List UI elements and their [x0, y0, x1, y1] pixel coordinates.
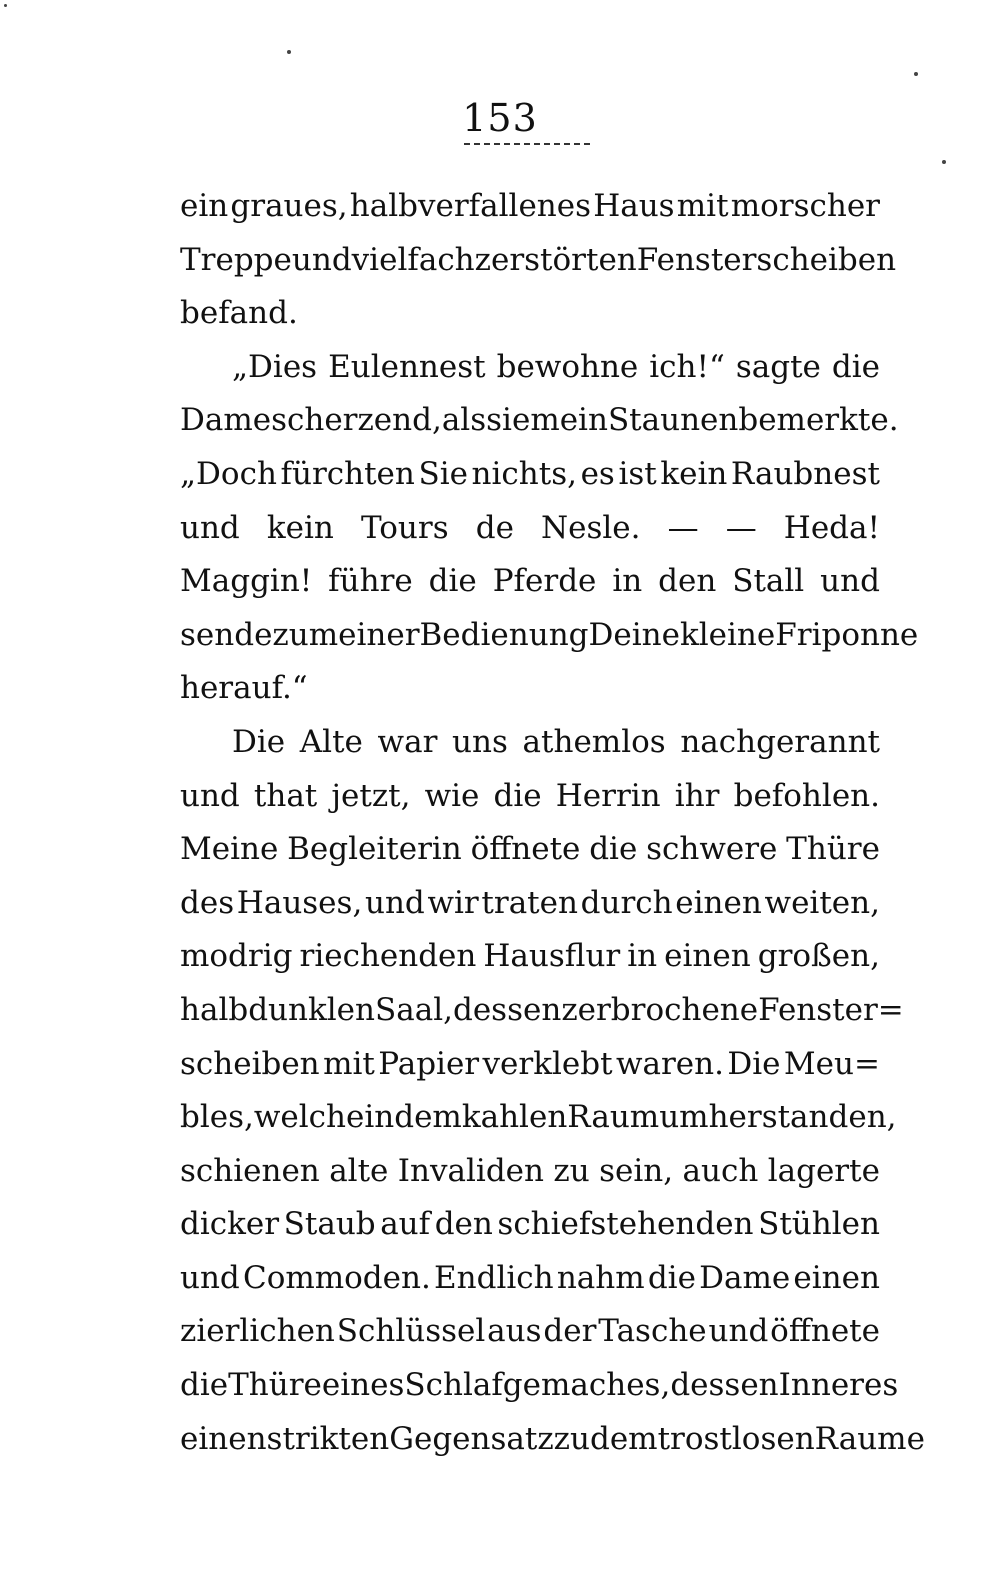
word: Meu= — [783, 1045, 880, 1082]
text-line — [180, 1145, 880, 1199]
word: Treppe — [180, 241, 292, 278]
body-text — [180, 180, 925, 1466]
word: und — [291, 241, 352, 278]
word: graues, — [230, 188, 348, 224]
word: trostlosen — [657, 1420, 815, 1457]
word: mit — [323, 1045, 375, 1082]
word: und — [180, 509, 240, 546]
text-line — [180, 555, 880, 609]
text-line — [180, 984, 904, 1038]
word: in — [364, 1099, 395, 1136]
word: und — [180, 1259, 240, 1296]
text-line — [180, 394, 899, 448]
word: wir — [427, 884, 479, 921]
print-speck — [942, 160, 946, 164]
word: sie — [486, 402, 531, 439]
word: mit — [676, 188, 729, 224]
word: und — [180, 777, 240, 814]
word: scheiben — [180, 1045, 320, 1082]
word: zu — [272, 616, 309, 653]
word: wie — [424, 777, 480, 814]
print-speck — [4, 4, 7, 7]
text-line — [180, 1413, 925, 1467]
word: befohlen. — [733, 777, 880, 814]
word: Staub — [283, 1206, 376, 1243]
word: und — [820, 563, 880, 600]
word: athemlos — [522, 723, 666, 760]
word: dessen — [670, 1367, 779, 1404]
text-line — [180, 341, 880, 395]
word: kleine — [679, 616, 776, 653]
word: — — [667, 509, 699, 546]
word: des — [180, 884, 235, 921]
word: Nesle. — [541, 509, 641, 546]
word: dem — [589, 1420, 658, 1457]
word: meiner — [308, 616, 420, 653]
word: zu — [553, 1420, 590, 1457]
word: kein — [266, 509, 334, 546]
word: es — [580, 455, 615, 492]
text-line — [180, 1252, 880, 1306]
word: ein — [180, 188, 229, 224]
word: Raubnest — [730, 455, 880, 492]
text-line — [180, 609, 919, 663]
word: de — [475, 509, 514, 546]
word: schwere — [646, 831, 778, 868]
word: Thüre — [786, 831, 880, 868]
word: kein — [660, 455, 728, 492]
text-line — [180, 1091, 897, 1145]
word: riechenden — [299, 938, 477, 975]
word: zu — [553, 1152, 590, 1189]
word: verklebt — [482, 1045, 613, 1082]
text-line — [180, 180, 880, 234]
word: als — [441, 402, 487, 439]
word: vielfach — [351, 241, 475, 278]
word: bles, — [180, 1099, 254, 1136]
word: dicker — [180, 1206, 280, 1243]
word: Sie — [418, 455, 468, 492]
word: die — [428, 563, 477, 600]
word: auf — [380, 1206, 431, 1243]
text-line — [180, 502, 880, 556]
word: dem — [394, 1099, 462, 1136]
word: zierlichen — [180, 1313, 335, 1350]
text-line — [180, 448, 880, 502]
word: Endlich — [434, 1259, 554, 1296]
word: ich!“ — [649, 348, 725, 385]
text-line — [180, 1198, 880, 1252]
word: morscher — [730, 188, 880, 224]
word: in — [627, 938, 658, 975]
word: jetzt, — [331, 777, 411, 814]
word: weiten, — [764, 884, 880, 921]
word: — — [725, 509, 757, 546]
text-line — [180, 1359, 899, 1413]
word: die — [647, 1259, 696, 1296]
word: war — [377, 723, 438, 760]
text-line — [180, 930, 880, 984]
word: Die — [727, 1045, 781, 1082]
word: Friponne — [775, 616, 919, 653]
text-line — [180, 662, 880, 716]
text-line — [180, 770, 880, 824]
word: Thüre — [228, 1367, 322, 1404]
word: Schlafgemaches, — [404, 1367, 671, 1404]
page-number: 153 — [462, 96, 538, 140]
text-line — [180, 1305, 880, 1359]
word: einen — [180, 1420, 267, 1457]
word: Staunen — [607, 402, 739, 439]
word: strikten — [266, 1420, 390, 1457]
word: den — [658, 563, 717, 600]
word: Haus — [593, 188, 675, 224]
word: Dame — [699, 1259, 791, 1296]
word: die — [831, 348, 880, 385]
word: Stall — [732, 563, 805, 600]
word: herauf.“ — [180, 670, 308, 707]
word: Alte — [299, 723, 363, 760]
word: großen, — [757, 938, 880, 975]
word: nichts, — [471, 455, 577, 492]
text-line — [180, 716, 880, 770]
word: sein, — [599, 1152, 674, 1189]
word: einen — [664, 938, 751, 975]
word: Stühlen — [758, 1206, 880, 1243]
word: alte — [329, 1152, 389, 1189]
word: aus — [487, 1313, 542, 1350]
word: Begleiterin — [287, 831, 462, 868]
word: Inneres — [778, 1367, 899, 1404]
word: Bedienung — [419, 616, 589, 653]
word: Heda! — [783, 509, 880, 546]
word: den — [434, 1206, 493, 1243]
word: bewohne — [496, 348, 639, 385]
word: schienen — [180, 1152, 320, 1189]
word: befand. — [180, 295, 298, 332]
text-line — [180, 877, 880, 931]
word: die — [493, 777, 542, 814]
word: lagerte — [767, 1152, 880, 1189]
word: kahlen — [461, 1099, 568, 1136]
word: in — [612, 563, 643, 600]
word: auch — [682, 1152, 759, 1189]
word: Tasche — [598, 1313, 707, 1350]
word: Die — [232, 723, 286, 760]
word: Meine — [180, 831, 279, 868]
text-line — [180, 287, 880, 341]
print-speck — [914, 72, 918, 76]
word: schiefstehenden — [497, 1206, 754, 1243]
word: halbverfallenes — [349, 188, 592, 224]
word: zerstörten — [474, 241, 637, 278]
word: waren. — [615, 1045, 724, 1082]
word: und — [364, 884, 425, 921]
word: „Doch — [180, 455, 277, 492]
word: zerbrochene — [561, 991, 759, 1028]
word: Tours — [360, 509, 449, 546]
word: und — [708, 1313, 769, 1350]
word: Deine — [588, 616, 680, 653]
word: öffnete — [470, 831, 581, 868]
print-speck — [287, 50, 291, 54]
word: dessen — [452, 991, 562, 1028]
page-number-rule — [464, 143, 590, 145]
word: that — [253, 777, 318, 814]
word: sende — [180, 616, 273, 653]
word: Commoden. — [242, 1259, 431, 1296]
word: Dame — [180, 402, 272, 439]
word: Gegensatz — [389, 1420, 554, 1457]
word: modrig — [180, 938, 293, 975]
word: Hausflur — [483, 938, 621, 975]
word: Maggin! — [180, 563, 313, 600]
word: Saal, — [375, 991, 453, 1028]
word: die — [180, 1367, 229, 1404]
word: welche — [253, 1099, 365, 1136]
word: Pferde — [492, 563, 597, 600]
word: führe — [328, 563, 413, 600]
word: Fensterscheiben — [636, 241, 897, 278]
word: nachgerannt — [680, 723, 880, 760]
word: traten — [481, 884, 578, 921]
word: fürchten — [280, 455, 415, 492]
word: „Dies — [232, 348, 318, 385]
word: ist — [618, 455, 657, 492]
word: halbdunklen — [180, 991, 375, 1028]
word: bemerkte. — [738, 402, 899, 439]
word: der — [543, 1313, 597, 1350]
word: einen — [793, 1259, 880, 1296]
word: Raum — [567, 1099, 660, 1136]
word: die — [589, 831, 638, 868]
word: umherstanden, — [659, 1099, 897, 1136]
word: mein — [530, 402, 608, 439]
word: Eulennest — [328, 348, 486, 385]
text-line — [180, 1038, 880, 1092]
word: Hauses, — [236, 884, 363, 921]
text-line — [180, 234, 897, 288]
word: sagte — [735, 348, 821, 385]
word: durch — [580, 884, 673, 921]
text-line — [180, 823, 880, 877]
word: Invaliden — [397, 1152, 544, 1189]
word: öffnete — [770, 1313, 880, 1350]
word: einen — [675, 884, 762, 921]
word: nahm — [556, 1259, 645, 1296]
word: Fenster= — [758, 991, 904, 1028]
word: Papier — [378, 1045, 480, 1082]
word: scherzend, — [271, 402, 442, 439]
word: ihr — [674, 777, 720, 814]
word: uns — [452, 723, 508, 760]
word: Herrin — [555, 777, 661, 814]
word: Schlüssel — [336, 1313, 486, 1350]
word: eines — [321, 1367, 405, 1404]
word: Raume — [814, 1420, 925, 1457]
